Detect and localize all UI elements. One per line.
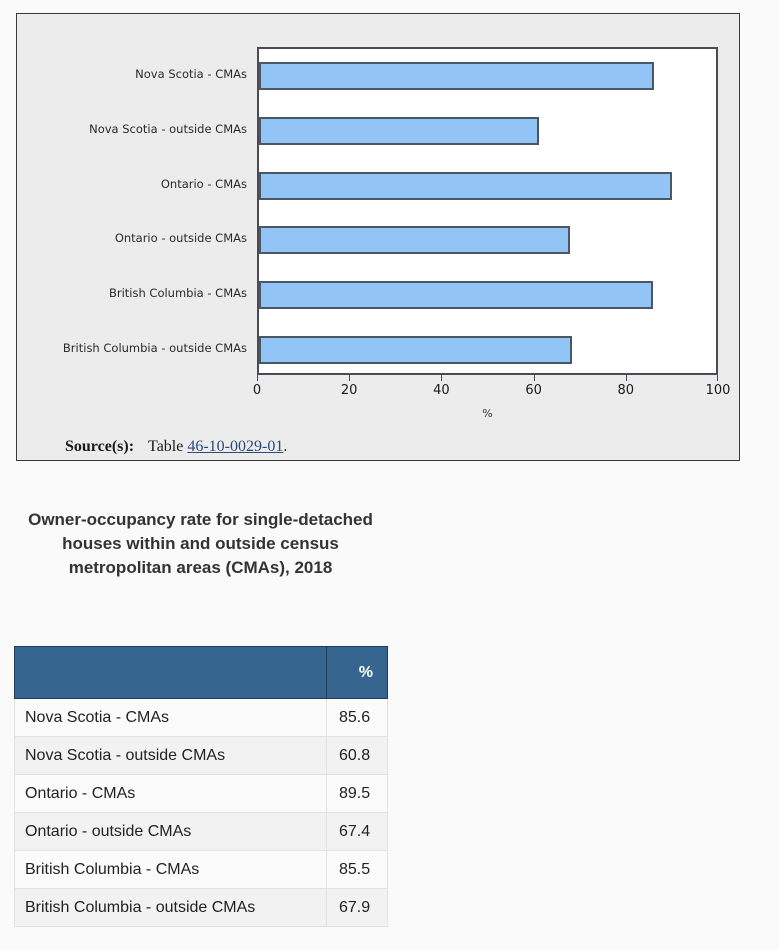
table-cell-value: 67.4 bbox=[327, 813, 388, 851]
x-axis-tick bbox=[257, 375, 258, 381]
table-cell-label: Ontario - CMAs bbox=[15, 775, 327, 813]
plot-area bbox=[257, 47, 718, 375]
x-axis bbox=[252, 375, 731, 435]
x-axis-tick-label: 80 bbox=[617, 383, 635, 398]
bar bbox=[259, 62, 654, 90]
source-label: Source(s): bbox=[65, 438, 135, 455]
page-title: Owner-occupancy rate for single-detached houses within and outside census metropolitan areas (CMAs), 2018 bbox=[28, 510, 373, 578]
x-axis-tick-label: 100 bbox=[705, 383, 731, 398]
bar bbox=[259, 117, 539, 145]
table-row bbox=[15, 775, 388, 813]
table-cell-label: British Columbia - CMAs bbox=[15, 851, 327, 889]
table-cell-label: British Columbia - outside CMAs bbox=[15, 889, 327, 927]
table-row bbox=[15, 737, 388, 775]
x-axis-tick-label: 0 bbox=[252, 383, 262, 398]
y-axis-tick-label: British Columbia - CMAs bbox=[108, 286, 247, 300]
table-head bbox=[15, 647, 388, 699]
table-cell-label: Ontario - outside CMAs bbox=[15, 813, 327, 851]
chart-panel bbox=[16, 13, 740, 461]
y-axis-tick-label: Nova Scotia - outside CMAs bbox=[89, 122, 247, 136]
table-body bbox=[15, 699, 388, 927]
x-axis-tick-label: 40 bbox=[433, 383, 450, 398]
bar bbox=[259, 172, 672, 200]
y-axis-tick-label: Ontario - CMAs bbox=[160, 176, 247, 191]
x-axis-tick-label: 60 bbox=[525, 383, 542, 398]
source-line bbox=[65, 438, 287, 456]
bar bbox=[259, 336, 572, 364]
source-table-link[interactable]: 46-10-0029-01 bbox=[187, 438, 284, 455]
bar bbox=[259, 281, 653, 309]
bars-layer bbox=[259, 49, 716, 373]
data-table bbox=[14, 646, 388, 927]
x-axis-tick bbox=[626, 375, 627, 381]
bar bbox=[259, 226, 570, 254]
table-header-label bbox=[15, 647, 327, 699]
x-axis-title: % bbox=[482, 407, 493, 420]
table-cell-value: 67.9 bbox=[327, 889, 388, 927]
table-cell-label: Nova Scotia - outside CMAs bbox=[15, 737, 327, 775]
table-header-value: % bbox=[327, 647, 388, 699]
table-cell-value: 60.8 bbox=[327, 737, 388, 775]
x-axis-tick-label: 20 bbox=[340, 383, 358, 398]
source-table-word: Table bbox=[148, 438, 184, 455]
x-axis-tick bbox=[717, 375, 718, 381]
table-cell-value: 85.6 bbox=[327, 699, 388, 737]
y-axis-tick-label: Nova Scotia - CMAs bbox=[135, 67, 247, 82]
table-cell-label: Nova Scotia - CMAs bbox=[15, 699, 327, 737]
y-axis-tick-label: Ontario - outside CMAs bbox=[114, 231, 247, 246]
table-cell-value: 89.5 bbox=[327, 775, 388, 813]
table-row bbox=[15, 851, 388, 889]
x-axis-tick bbox=[534, 375, 535, 381]
x-axis-tick bbox=[441, 375, 442, 381]
table-row bbox=[15, 889, 388, 927]
table-header-row bbox=[15, 647, 388, 699]
source-period: . bbox=[283, 438, 288, 455]
y-axis-tick-label: British Columbia - outside CMAs bbox=[62, 340, 247, 355]
table-row bbox=[15, 699, 388, 737]
table-row bbox=[15, 813, 388, 851]
x-axis-tick bbox=[349, 375, 350, 381]
table-cell-value: 85.5 bbox=[327, 851, 388, 889]
